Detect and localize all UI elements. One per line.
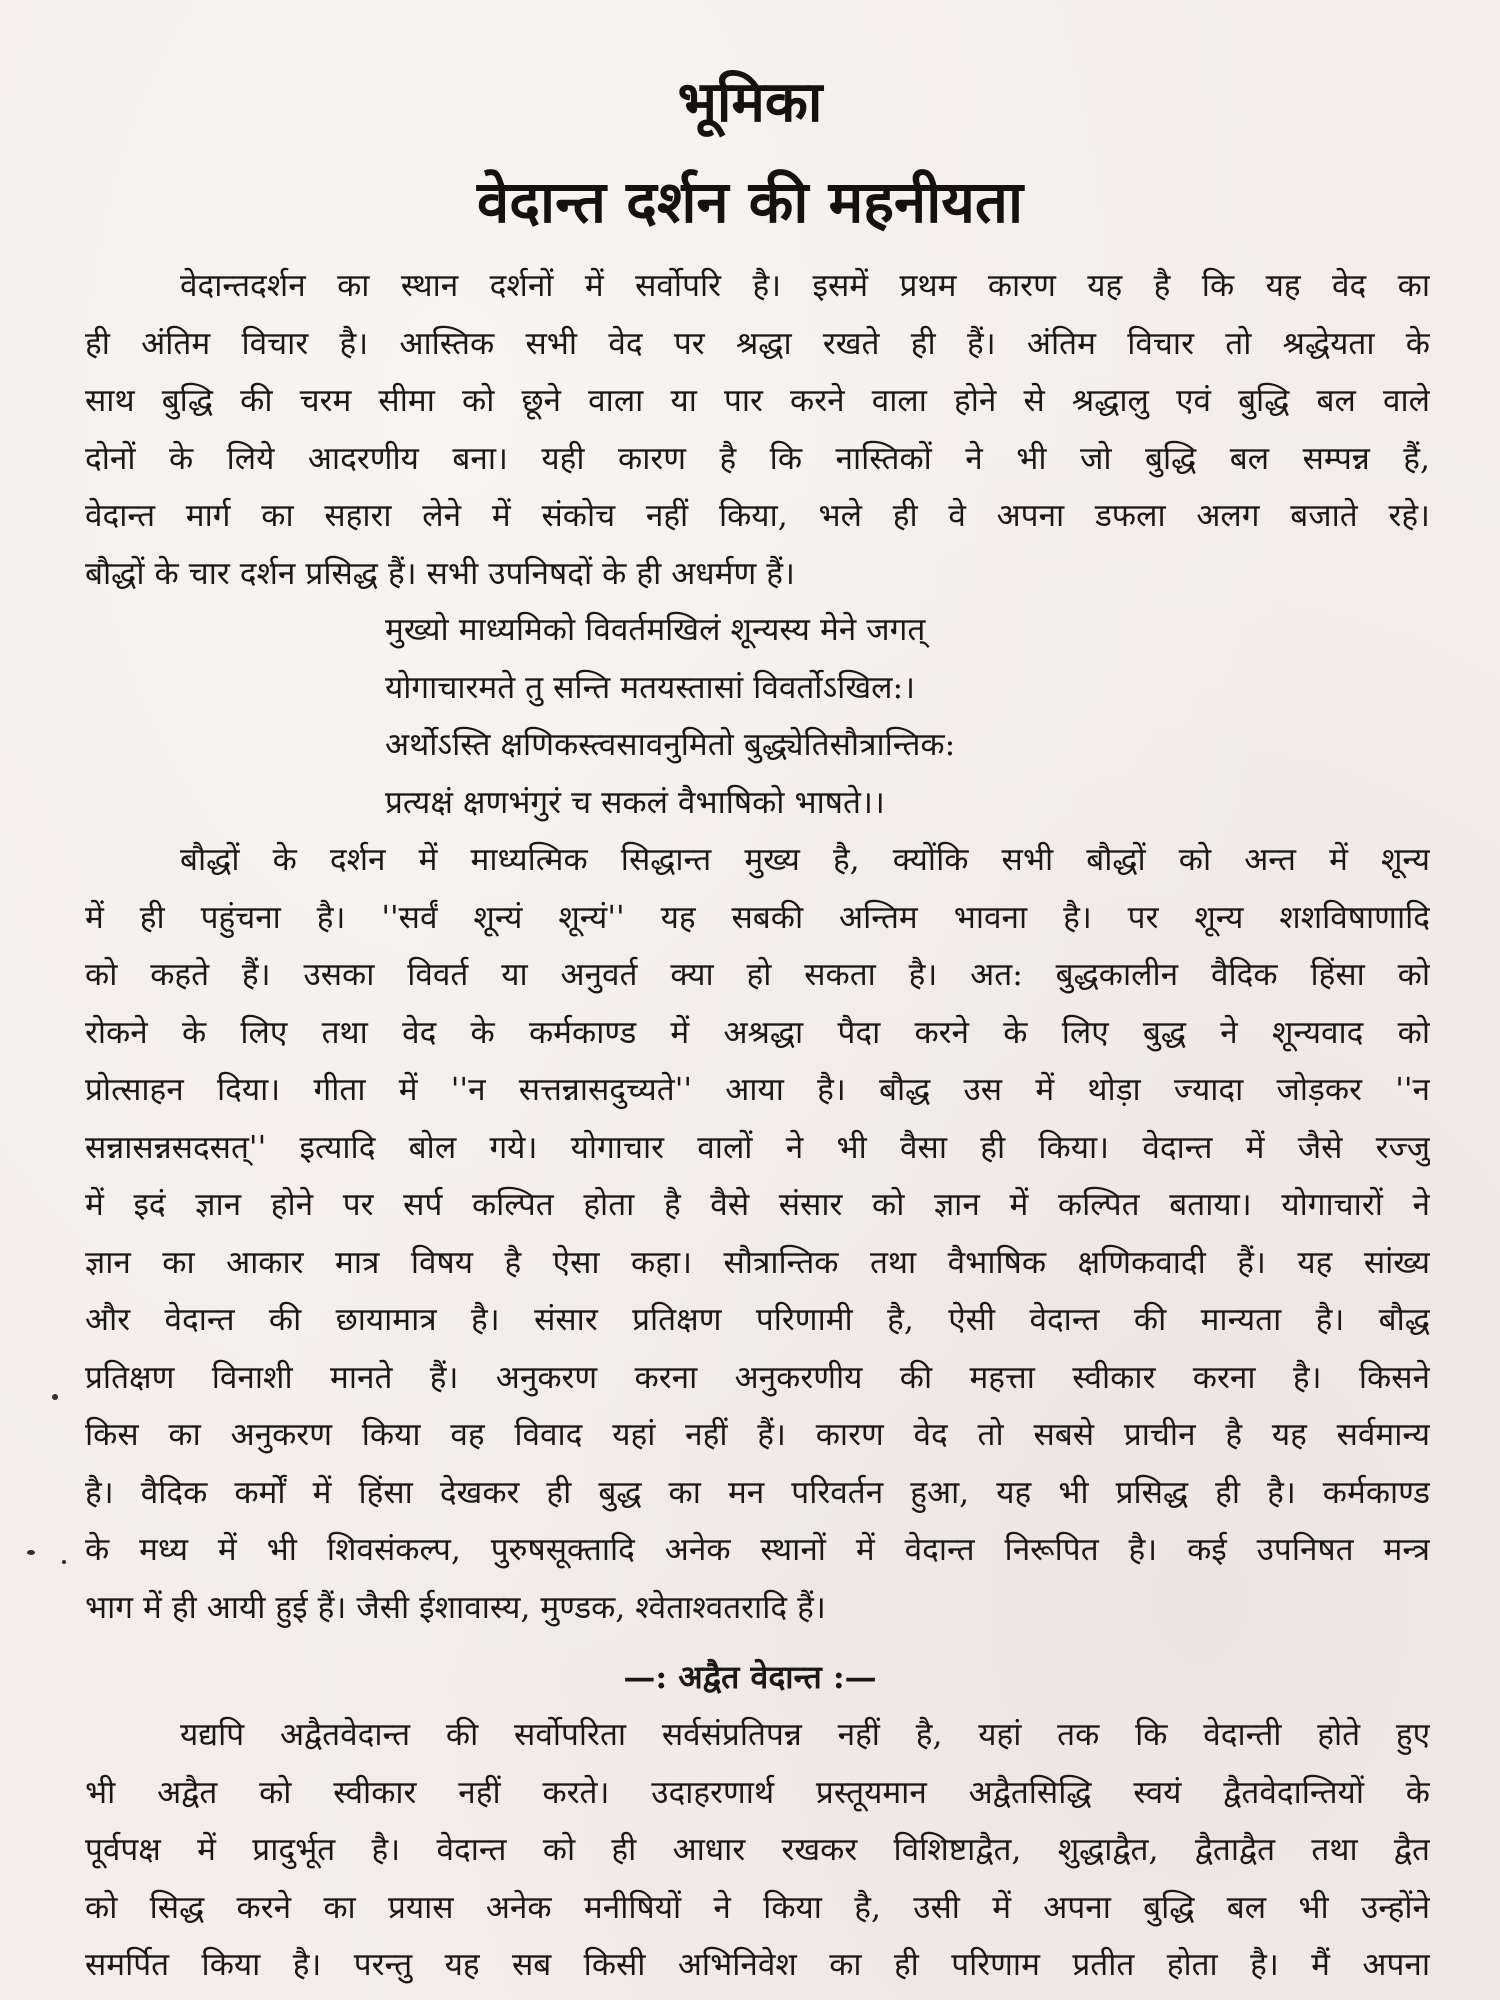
text-line: बौद्धों के चार दर्शन प्रसिद्ध हैं। सभी उपनिषदों के ही अधर्मण हैं। [85, 555, 795, 592]
text-line: पूर्वपक्ष में प्रादुर्भूत है। वेदान्त को ही आधार रखकर विशिष्टाद्वैत, शुद्धाद्वैत, द्वैताद्वैत तथा द्वैत [85, 1832, 1430, 1868]
verse-line: अर्थोऽस्ति क्षणिकस्त्वसावनुमितो बुद्ध्येतिसौत्रान्तिक: [385, 727, 956, 763]
text-line: में इदं ज्ञान होने पर सर्प कल्पित होता है वैसे संसार को ज्ञान में कल्पित बताया। योगाचारों ने [85, 1187, 1430, 1223]
ink-speck [62, 1560, 66, 1564]
text-line: में ही पहुंचना है। ''सर्वं शून्यं शून्यं'' यह सबकी अन्तिम भावना है। पर शून्य शशविषाणादि [85, 899, 1430, 936]
ink-speck [27, 1550, 35, 1555]
text-line: भी अद्वैत को स्वीकार नहीं करते। उदाहरणार्थ प्रस्तूयमान अद्वैतसिद्धि स्वयं द्वैतवेदान्तियों के [85, 1774, 1430, 1811]
verse-line: योगाचारमते तु सन्ति मतयस्तासां विवर्तोऽखिल:। [385, 669, 916, 706]
text-line: रोकने के लिए तथा वेद के कर्मकाण्ड में अश्रद्धा पैदा करने के लिए बुद्ध ने शून्यवाद को [85, 1014, 1430, 1051]
text-line: वेदान्त मार्ग का सहारा लेने में संकोच नहीं किया, भले ही वे अपना डफला अलग बजाते रहे। [85, 498, 1430, 534]
section-heading: —: अद्वैत वेदान्त :— [623, 1658, 877, 1696]
text-line: के मध्य में भी शिवसंकल्प, पुरुषसूक्तादि अनेक स्थानों में वेदान्त निरूपित है। कई उपनिषत मन्त्र [85, 1532, 1430, 1568]
page-title: भूमिका [677, 69, 823, 135]
text-line: दोनों के लिये आदरणीय बना। यही कारण है कि नास्तिकों ने भी जो बुद्धि बल सम्पन्न हैं, [85, 440, 1430, 477]
text-line: ही अंतिम विचार है। आस्तिक सभी वेद पर श्रद्धा रखते ही हैं। अंतिम विचार तो श्रद्धेयता के [85, 325, 1430, 362]
text-line: को सिद्ध करने का प्रयास अनेक मनीषियों ने किया है, उसी में अपना बुद्धि बल भी उन्होंने [85, 1889, 1430, 1926]
paragraph-intro [85, 258, 1430, 603]
page-subtitle: वेदान्त दर्शन की महनीयता [477, 168, 1023, 236]
text-line: साथ बुद्धि की चरम सीमा को छूने वाला या पार करने वाला होने से श्रद्धालु एवं बुद्धि बल वाले [85, 383, 1430, 419]
text-line: वेदान्तदर्शन का स्थान दर्शनों में सर्वोपरि है। इसमें प्रथम कारण यह है कि यह वेद का [180, 268, 1430, 304]
text-line: यद्यपि अद्वैतवेदान्त की सर्वोपरिता सर्वसंप्रतिपन्न नहीं है, यहां तक कि वेदान्ती होते हुए [180, 1717, 1430, 1753]
text-line: सन्नासन्नसदसत्'' इत्यादि बोल गये। योगाचार वालों ने भी वैसा ही किया। वेदान्त में जैसे रज्जु [85, 1129, 1430, 1166]
paragraph-advaita [85, 1707, 1430, 1995]
text-line: प्रतिक्षण विनाशी मानते हैं। अनुकरण करना अनुकरणीय की महत्ता स्वीकार करना है। किसने [85, 1359, 1430, 1396]
text-line: समर्पित किया है। परन्तु यह सब किसी अभिनिवेश का ही परिणाम प्रतीत होता है। मैं अपना [85, 1947, 1430, 1983]
sanskrit-verse [385, 602, 955, 832]
paragraph-buddhist-schools [85, 832, 1430, 1637]
text-line: ज्ञान का आकार मात्र विषय है ऐसा कहा। सौत्रान्तिक तथा वैभाषिक क्षणिकवादी हैं। यह सांख्य [85, 1244, 1430, 1281]
text-line: को कहते हैं। उसका विवर्त या अनुवर्त क्या हो सकता है। अत: बुद्धकालीन वैदिक हिंसा को [85, 957, 1430, 993]
text-line: किस का अनुकरण किया वह विवाद यहां नहीं हैं। कारण वेद तो सबसे प्राचीन है यह सर्वमान्य [85, 1417, 1430, 1453]
text-line: भाग में ही आयी हुई हैं। जैसी ईशावास्य, मुण्डक, श्वेताश्वतरादि हैं। [85, 1589, 826, 1626]
text-line: प्रोत्साहन दिया। गीता में ''न सत्तन्नासदुच्यते'' आया है। बौद्ध उस में थोड़ा ज्यादा जोड़कर ''न [85, 1072, 1430, 1108]
text-line: है। वैदिक कर्मों में हिंसा देखकर ही बुद्ध का मन परिवर्तन हुआ, यह भी प्रसिद्ध ही है। कर्मकाण्ड [85, 1474, 1430, 1511]
text-line: और वेदान्त की छायामात्र है। संसार प्रतिक्षण परिणामी है, ऐसी वेदान्त की मान्यता है। बौद्ध [85, 1302, 1430, 1338]
verse-line: प्रत्यक्षं क्षणभंगुरं च सकलं वैभाषिको भाषते।। [385, 784, 885, 821]
verse-line: मुख्यो माध्यमिको विवर्तमखिलं शून्यस्य मेने जगत् [385, 612, 926, 648]
ink-speck [52, 1394, 58, 1400]
text-line: बौद्धों के दर्शन में माध्यत्मिक सिद्धान्त मुख्य है, क्योंकि सभी बौद्धों को अन्त में शून्य [180, 842, 1430, 878]
